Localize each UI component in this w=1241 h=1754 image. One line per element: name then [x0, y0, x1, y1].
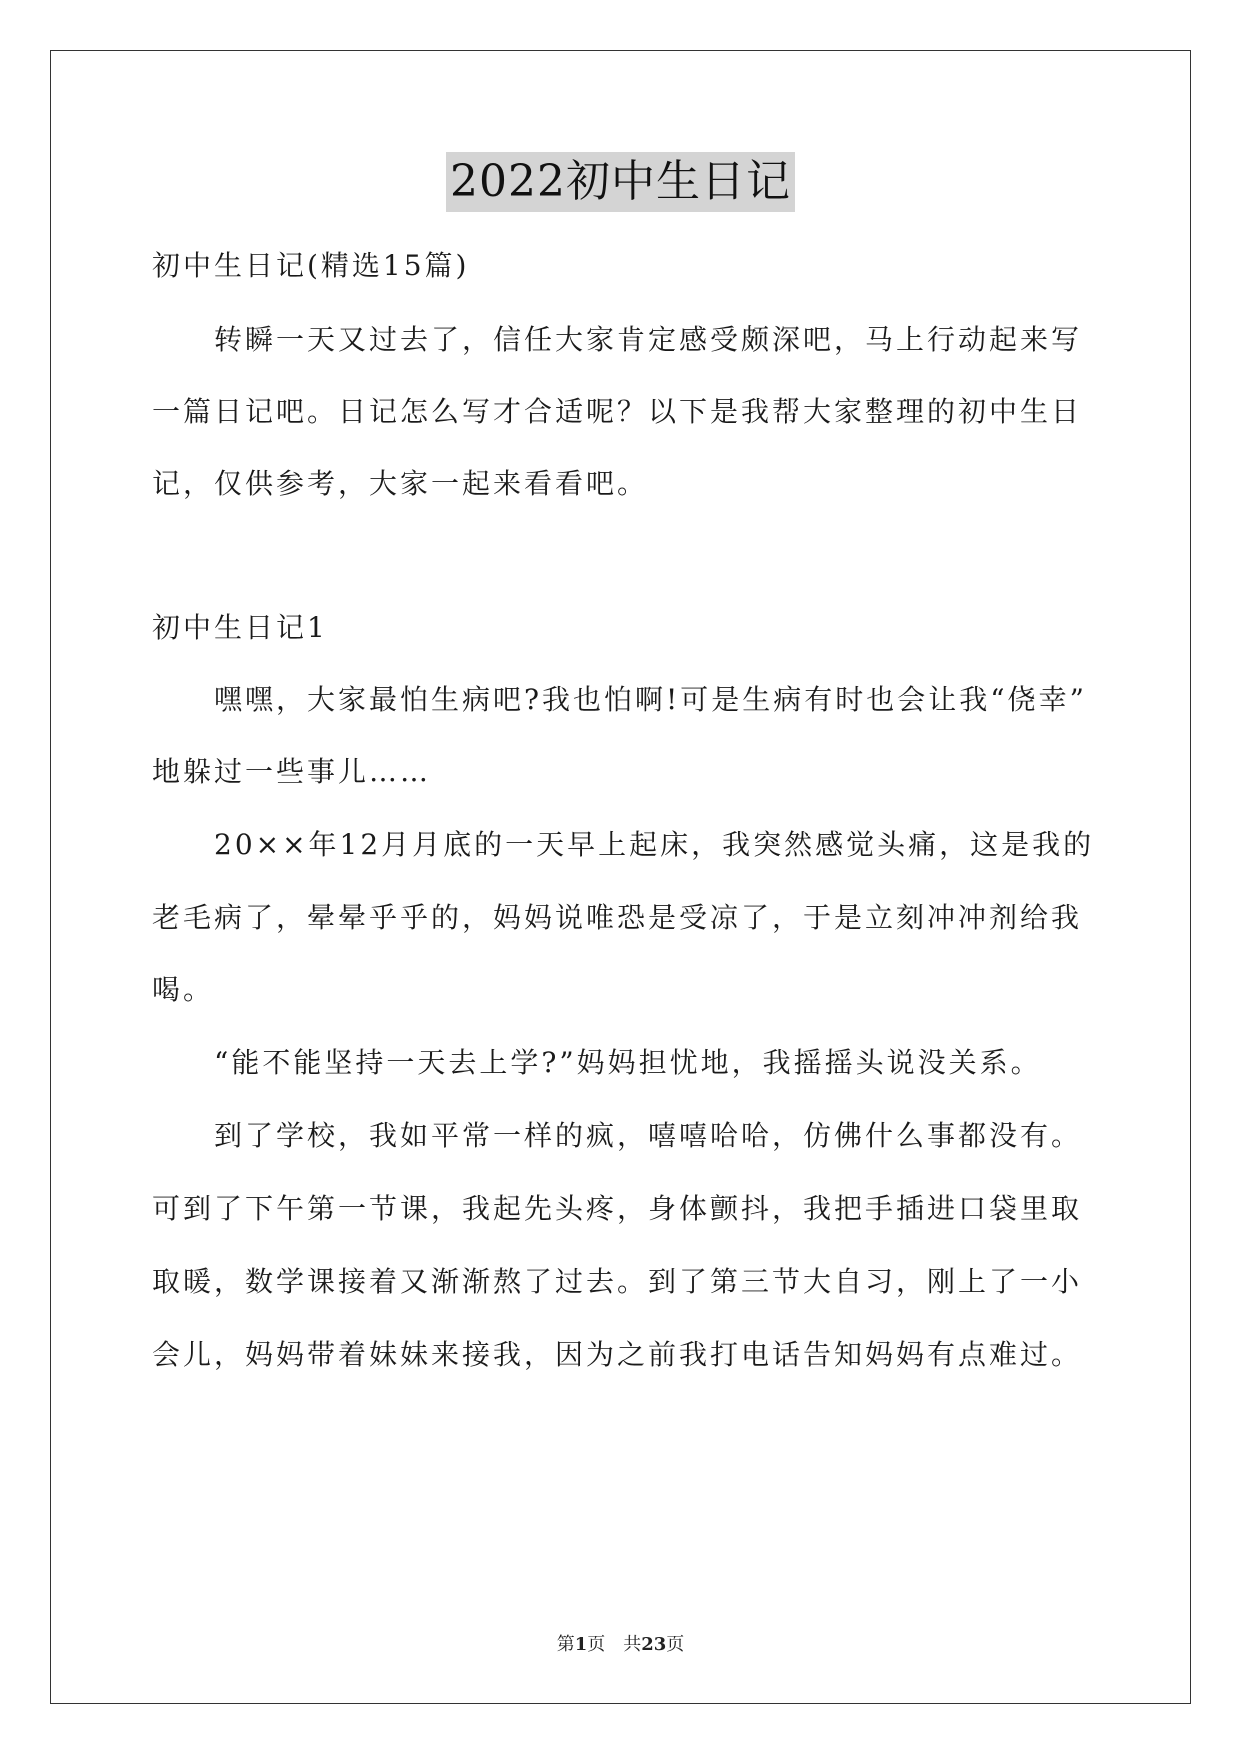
section-line-7: 到了学校，我如平常一样的疯，嘻嘻哈哈，仿佛什么事都没有。	[214, 1119, 1083, 1152]
intro-line-3: 记，仅供参考，大家一起来看看吧。	[152, 467, 649, 500]
intro-line-2: 一篇日记吧。日记怎么写才合适呢？以下是我帮大家整理的初中生日	[152, 395, 1083, 428]
document-title: 2022初中生日记	[446, 152, 795, 212]
section-line-8: 可到了下午第一节课，我起先头疼，身体颤抖，我把手插进口袋里取	[152, 1192, 1083, 1225]
page-border	[50, 50, 1191, 1704]
section-line-10: 会儿，妈妈带着妹妹来接我，因为之前我打电话告知妈妈有点难过。	[152, 1338, 1083, 1371]
section-line-2: 地躲过一些事儿……	[152, 755, 432, 788]
title-container	[0, 152, 1241, 212]
section-line-1: 嘿嘿，大家最怕生病吧?我也怕啊!可是生病有时也会让我“侥幸”	[214, 683, 1087, 716]
section-line-9: 取暖，数学课接着又渐渐熬了过去。到了第三节大自习，刚上了一小	[152, 1265, 1083, 1298]
section-line-5: 喝。	[152, 973, 215, 1006]
footer-total-pages: 23	[641, 1634, 667, 1655]
page-footer	[0, 1630, 1241, 1656]
subtitle: 初中生日记(精选15篇)	[152, 249, 470, 282]
footer-prefix: 第	[556, 1634, 575, 1655]
footer-page-number: 1	[574, 1634, 588, 1655]
section-heading: 初中生日记1	[152, 611, 328, 644]
section-line-3: 20××年12月月底的一天早上起床，我突然感觉头痛，这是我的	[214, 828, 1095, 861]
footer-suffix: 页	[666, 1634, 685, 1655]
footer-mid: 页 共	[587, 1634, 642, 1655]
section-line-4: 老毛病了，晕晕乎乎的，妈妈说唯恐是受凉了，于是立刻冲冲剂给我	[152, 901, 1083, 934]
intro-line-1: 转瞬一天又过去了，信任大家肯定感受颇深吧，马上行动起来写	[214, 323, 1083, 356]
section-line-6: “能不能坚持一天去上学?”妈妈担忧地，我摇摇头说没关系。	[214, 1046, 1042, 1079]
